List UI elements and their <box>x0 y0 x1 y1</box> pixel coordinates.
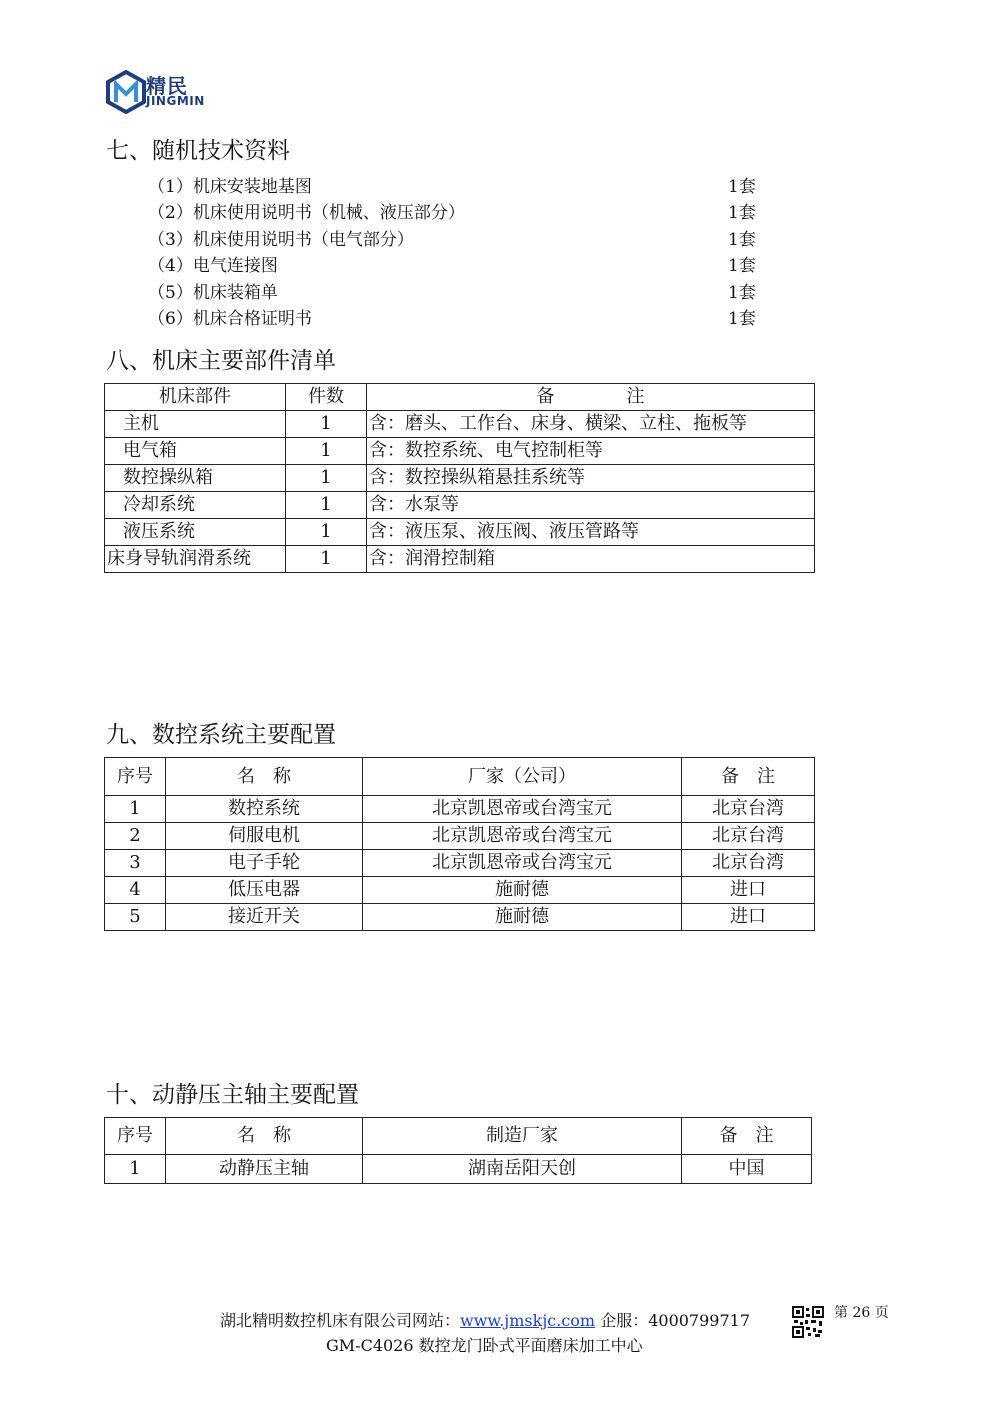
manufacturer: 施耐德 <box>363 877 682 904</box>
list-item <box>148 306 768 332</box>
column-header: 机床部件 <box>105 384 286 411</box>
logo-text-cn: 精民 <box>146 74 188 98</box>
document-quantity: 1套 <box>728 177 756 197</box>
tech-document-list <box>148 174 768 332</box>
column-header: 件数 <box>286 384 367 411</box>
component-name: 接近开关 <box>166 904 363 931</box>
column-header: 名 称 <box>166 1118 363 1155</box>
column-header: 名 称 <box>166 758 363 796</box>
table-row <box>105 1155 812 1184</box>
table-row <box>105 492 815 519</box>
table-header-row <box>105 758 815 796</box>
list-item <box>148 280 768 306</box>
cnc-system-table <box>104 757 815 931</box>
footer-company-line <box>220 1308 750 1331</box>
row-number: 5 <box>105 904 166 931</box>
document-quantity: 1套 <box>728 308 756 329</box>
table-row <box>105 796 815 823</box>
part-count: 1 <box>286 546 367 573</box>
table-row <box>105 823 815 850</box>
document-quantity: 1套 <box>728 203 756 224</box>
table-header-row <box>105 1118 812 1155</box>
remark: 进口 <box>682 877 815 904</box>
document-name: （3）机床使用说明书（电气部分） <box>148 229 414 250</box>
document-name: （4）电气连接图 <box>148 256 278 277</box>
manufacturer: 北京凯恩帝或台湾宝元 <box>363 823 682 850</box>
table-row <box>105 465 815 492</box>
footer-company-label: 湖北精明数控机床有限公司网站： <box>220 1311 461 1330</box>
remark: 北京台湾 <box>682 823 815 850</box>
row-number: 2 <box>105 823 166 850</box>
website-link[interactable]: www.jmskjc.com <box>460 1311 596 1330</box>
spindle-table <box>104 1117 812 1184</box>
list-item <box>148 227 768 253</box>
part-count: 1 <box>286 438 367 465</box>
section9-title: 九、数控系统主要配置 <box>106 722 336 748</box>
column-header: 序号 <box>105 758 166 796</box>
qr-code-icon <box>792 1306 824 1338</box>
row-number: 4 <box>105 877 166 904</box>
component-name: 动静压主轴 <box>166 1155 363 1184</box>
part-count: 1 <box>286 465 367 492</box>
part-name: 冷却系统 <box>105 492 286 519</box>
list-item <box>148 200 768 226</box>
component-name: 伺服电机 <box>166 823 363 850</box>
part-remark: 含：磨头、工作台、床身、横梁、立柱、拖板等 <box>367 411 815 438</box>
row-number: 1 <box>105 1155 166 1184</box>
remark: 中国 <box>682 1155 812 1184</box>
section8-title: 八、机床主要部件清单 <box>106 348 336 374</box>
table-row <box>105 850 815 877</box>
jingmin-logo-icon <box>106 70 146 114</box>
part-count: 1 <box>286 492 367 519</box>
column-header: 备 注 <box>682 1118 812 1155</box>
document-quantity: 1套 <box>728 229 756 250</box>
column-header: 序号 <box>105 1118 166 1155</box>
table-row <box>105 877 815 904</box>
component-name: 数控系统 <box>166 796 363 823</box>
table-row <box>105 904 815 931</box>
part-name: 床身导轨润滑系统 <box>105 546 286 573</box>
row-number: 3 <box>105 850 166 877</box>
part-name: 电气箱 <box>105 438 286 465</box>
table-header-row <box>105 384 815 411</box>
part-name: 主机 <box>105 411 286 438</box>
remark: 北京台湾 <box>682 850 815 877</box>
document-name: （6）机床合格证明书 <box>148 308 312 329</box>
manufacturer: 湖南岳阳天创 <box>363 1155 682 1184</box>
part-count: 1 <box>286 411 367 438</box>
part-remark: 含：数控操纵箱悬挂系统等 <box>367 465 815 492</box>
list-item <box>148 174 768 200</box>
document-name: （2）机床使用说明书（机械、液压部分） <box>148 203 465 224</box>
document-name: （5）机床装箱单 <box>148 282 278 303</box>
component-name: 低压电器 <box>166 877 363 904</box>
document-quantity: 1套 <box>728 282 756 303</box>
row-number: 1 <box>105 796 166 823</box>
column-header: 厂家（公司） <box>363 758 682 796</box>
list-item <box>148 253 768 279</box>
table-row <box>105 519 815 546</box>
footer-service-number: 企服：4000799717 <box>600 1311 751 1330</box>
part-remark: 含：液压泵、液压阀、液压管路等 <box>367 519 815 546</box>
footer-product-line: GM-C4026 数控龙门卧式平面磨床加工中心 <box>326 1336 643 1355</box>
part-remark: 含：润滑控制箱 <box>367 546 815 573</box>
document-quantity: 1套 <box>728 256 756 277</box>
section7-title: 七、随机技术资料 <box>106 138 290 164</box>
table-row <box>105 411 815 438</box>
main-parts-table <box>104 383 815 573</box>
part-count: 1 <box>286 519 367 546</box>
page-number: 第 26 页 <box>834 1305 889 1321</box>
part-name: 数控操纵箱 <box>105 465 286 492</box>
part-remark: 含：数控系统、电气控制柜等 <box>367 438 815 465</box>
manufacturer: 北京凯恩帝或台湾宝元 <box>363 796 682 823</box>
manufacturer: 北京凯恩帝或台湾宝元 <box>363 850 682 877</box>
table-row <box>105 546 815 573</box>
column-header: 制造厂家 <box>363 1118 682 1155</box>
part-name: 液压系统 <box>105 519 286 546</box>
column-header: 备 注 <box>682 758 815 796</box>
remark: 进口 <box>682 904 815 931</box>
document-name: （1）机床安装地基图 <box>148 177 312 197</box>
component-name: 电子手轮 <box>166 850 363 877</box>
column-header: 备 注 <box>367 384 815 411</box>
logo-text-en: JINGMIN <box>146 94 205 108</box>
manufacturer: 施耐德 <box>363 904 682 931</box>
section10-title: 十、动静压主轴主要配置 <box>106 1082 359 1108</box>
remark: 北京台湾 <box>682 796 815 823</box>
part-remark: 含：水泵等 <box>367 492 815 519</box>
table-row <box>105 438 815 465</box>
